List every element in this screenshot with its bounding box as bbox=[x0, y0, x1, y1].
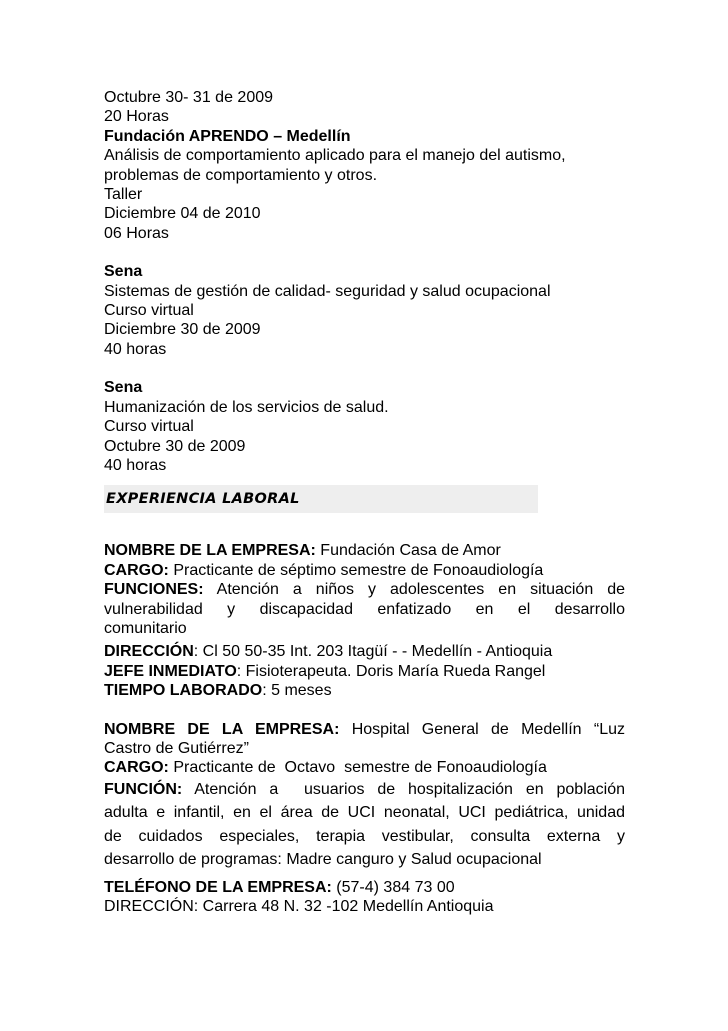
field-label: DIRECCIÓN bbox=[104, 643, 194, 661]
field-value: Atención a usuarios de hospitalización en población bbox=[182, 780, 625, 798]
field-value: : Cl 50 50-35 Int. 203 Itagüí - - Medellín - Antioquia bbox=[193, 643, 553, 661]
training-line: 06 Horas bbox=[104, 224, 169, 242]
job-phone bbox=[104, 878, 625, 897]
job-entry bbox=[104, 720, 625, 917]
training-line: Octubre 30- 31 de 2009 bbox=[104, 89, 274, 106]
field-label: FUNCIONES: bbox=[104, 581, 204, 599]
field-value: Fundación Casa de Amor bbox=[315, 542, 501, 560]
job-functions-cont: comunitario bbox=[104, 619, 187, 637]
field-label: TIEMPO LABORADO bbox=[104, 682, 263, 700]
training-line: 20 Horas bbox=[104, 108, 169, 126]
training-line: Diciembre 04 de 2010 bbox=[104, 205, 261, 223]
training-line: problemas de comportamiento y otros. bbox=[104, 166, 378, 184]
job-function-cont: adulta e infantil, en el área de UCI neonatal, UCI pediátrica, unidad bbox=[104, 804, 625, 822]
training-entry bbox=[104, 378, 625, 475]
training-line: Análisis de comportamiento aplicado para el manejo del autismo, bbox=[104, 147, 566, 165]
training-line: Humanización de los servicios de salud. bbox=[104, 398, 389, 416]
job-company-cont: Castro de Gutiérrez” bbox=[104, 739, 249, 757]
training-line: Curso virtual bbox=[104, 302, 194, 320]
job-duration bbox=[104, 681, 625, 700]
training-institution: Sena bbox=[104, 379, 143, 397]
training-line: Taller bbox=[104, 186, 143, 204]
job-entry bbox=[104, 541, 625, 700]
training-entry bbox=[104, 262, 625, 359]
field-label: NOMBRE DE LA EMPRESA: bbox=[104, 542, 316, 560]
section-title: EXPERIENCIA LABORAL bbox=[106, 491, 300, 508]
field-label: CARGO: bbox=[104, 561, 169, 579]
training-institution: Fundación APRENDO – Medellín bbox=[104, 127, 351, 145]
field-label: NOMBRE DE LA EMPRESA: bbox=[104, 720, 340, 738]
field-value: Practicante de séptimo semestre de Fonoaudiología bbox=[168, 561, 544, 579]
training-line: 40 horas bbox=[104, 340, 167, 358]
field-label: FUNCIÓN: bbox=[104, 780, 183, 798]
document-page bbox=[104, 88, 625, 917]
job-company bbox=[104, 720, 625, 739]
field-label: CARGO: bbox=[104, 759, 169, 777]
spacer bbox=[104, 243, 625, 262]
field-label: TELÉFONO DE LA EMPRESA: bbox=[104, 878, 332, 896]
field-value: Practicante de Octavo semestre de Fonoaudiología bbox=[168, 759, 547, 777]
training-entry bbox=[104, 88, 625, 127]
job-function bbox=[104, 778, 625, 802]
job-functions-cont: vulnerabilidad y discapacidad enfatizado en el desarrollo bbox=[104, 600, 625, 618]
spacer bbox=[104, 359, 625, 378]
job-company bbox=[104, 541, 625, 560]
section-header-experiencia-laboral bbox=[104, 485, 538, 513]
training-line: Curso virtual bbox=[104, 418, 194, 436]
field-value: Hospital General de Medellín “Luz bbox=[339, 720, 625, 738]
field-value: Atención a niños y adolescentes en situación de bbox=[203, 581, 625, 599]
field-label: JEFE INMEDIATO bbox=[104, 662, 237, 680]
training-institution: Sena bbox=[104, 263, 143, 281]
training-line: Diciembre 30 de 2009 bbox=[104, 321, 261, 339]
job-functions bbox=[104, 580, 625, 599]
job-function-block bbox=[104, 778, 625, 872]
field-value: : Fisioterapeuta. Doris María Rueda Rangel bbox=[236, 662, 546, 680]
spacer bbox=[104, 701, 625, 720]
training-line: 40 horas bbox=[104, 456, 167, 474]
job-position bbox=[104, 561, 625, 580]
job-function-cont: de cuidados especiales, terapia vestibular, consulta externa y bbox=[104, 827, 625, 845]
field-value: : 5 meses bbox=[262, 682, 332, 700]
training-line: Octubre 30 de 2009 bbox=[104, 437, 246, 455]
job-address bbox=[104, 642, 625, 661]
job-function-cont: desarrollo de programas: Madre canguro y Salud ocupacional bbox=[104, 851, 542, 869]
training-line: Sistemas de gestión de calidad- seguridad y salud ocupacional bbox=[104, 282, 551, 300]
job-address: DIRECCIÓN: Carrera 48 N. 32 -102 Medellín Antioquia bbox=[104, 898, 494, 916]
field-value: (57-4) 384 73 00 bbox=[331, 878, 455, 896]
job-position bbox=[104, 758, 625, 777]
training-entry bbox=[104, 127, 625, 243]
job-supervisor bbox=[104, 662, 625, 681]
